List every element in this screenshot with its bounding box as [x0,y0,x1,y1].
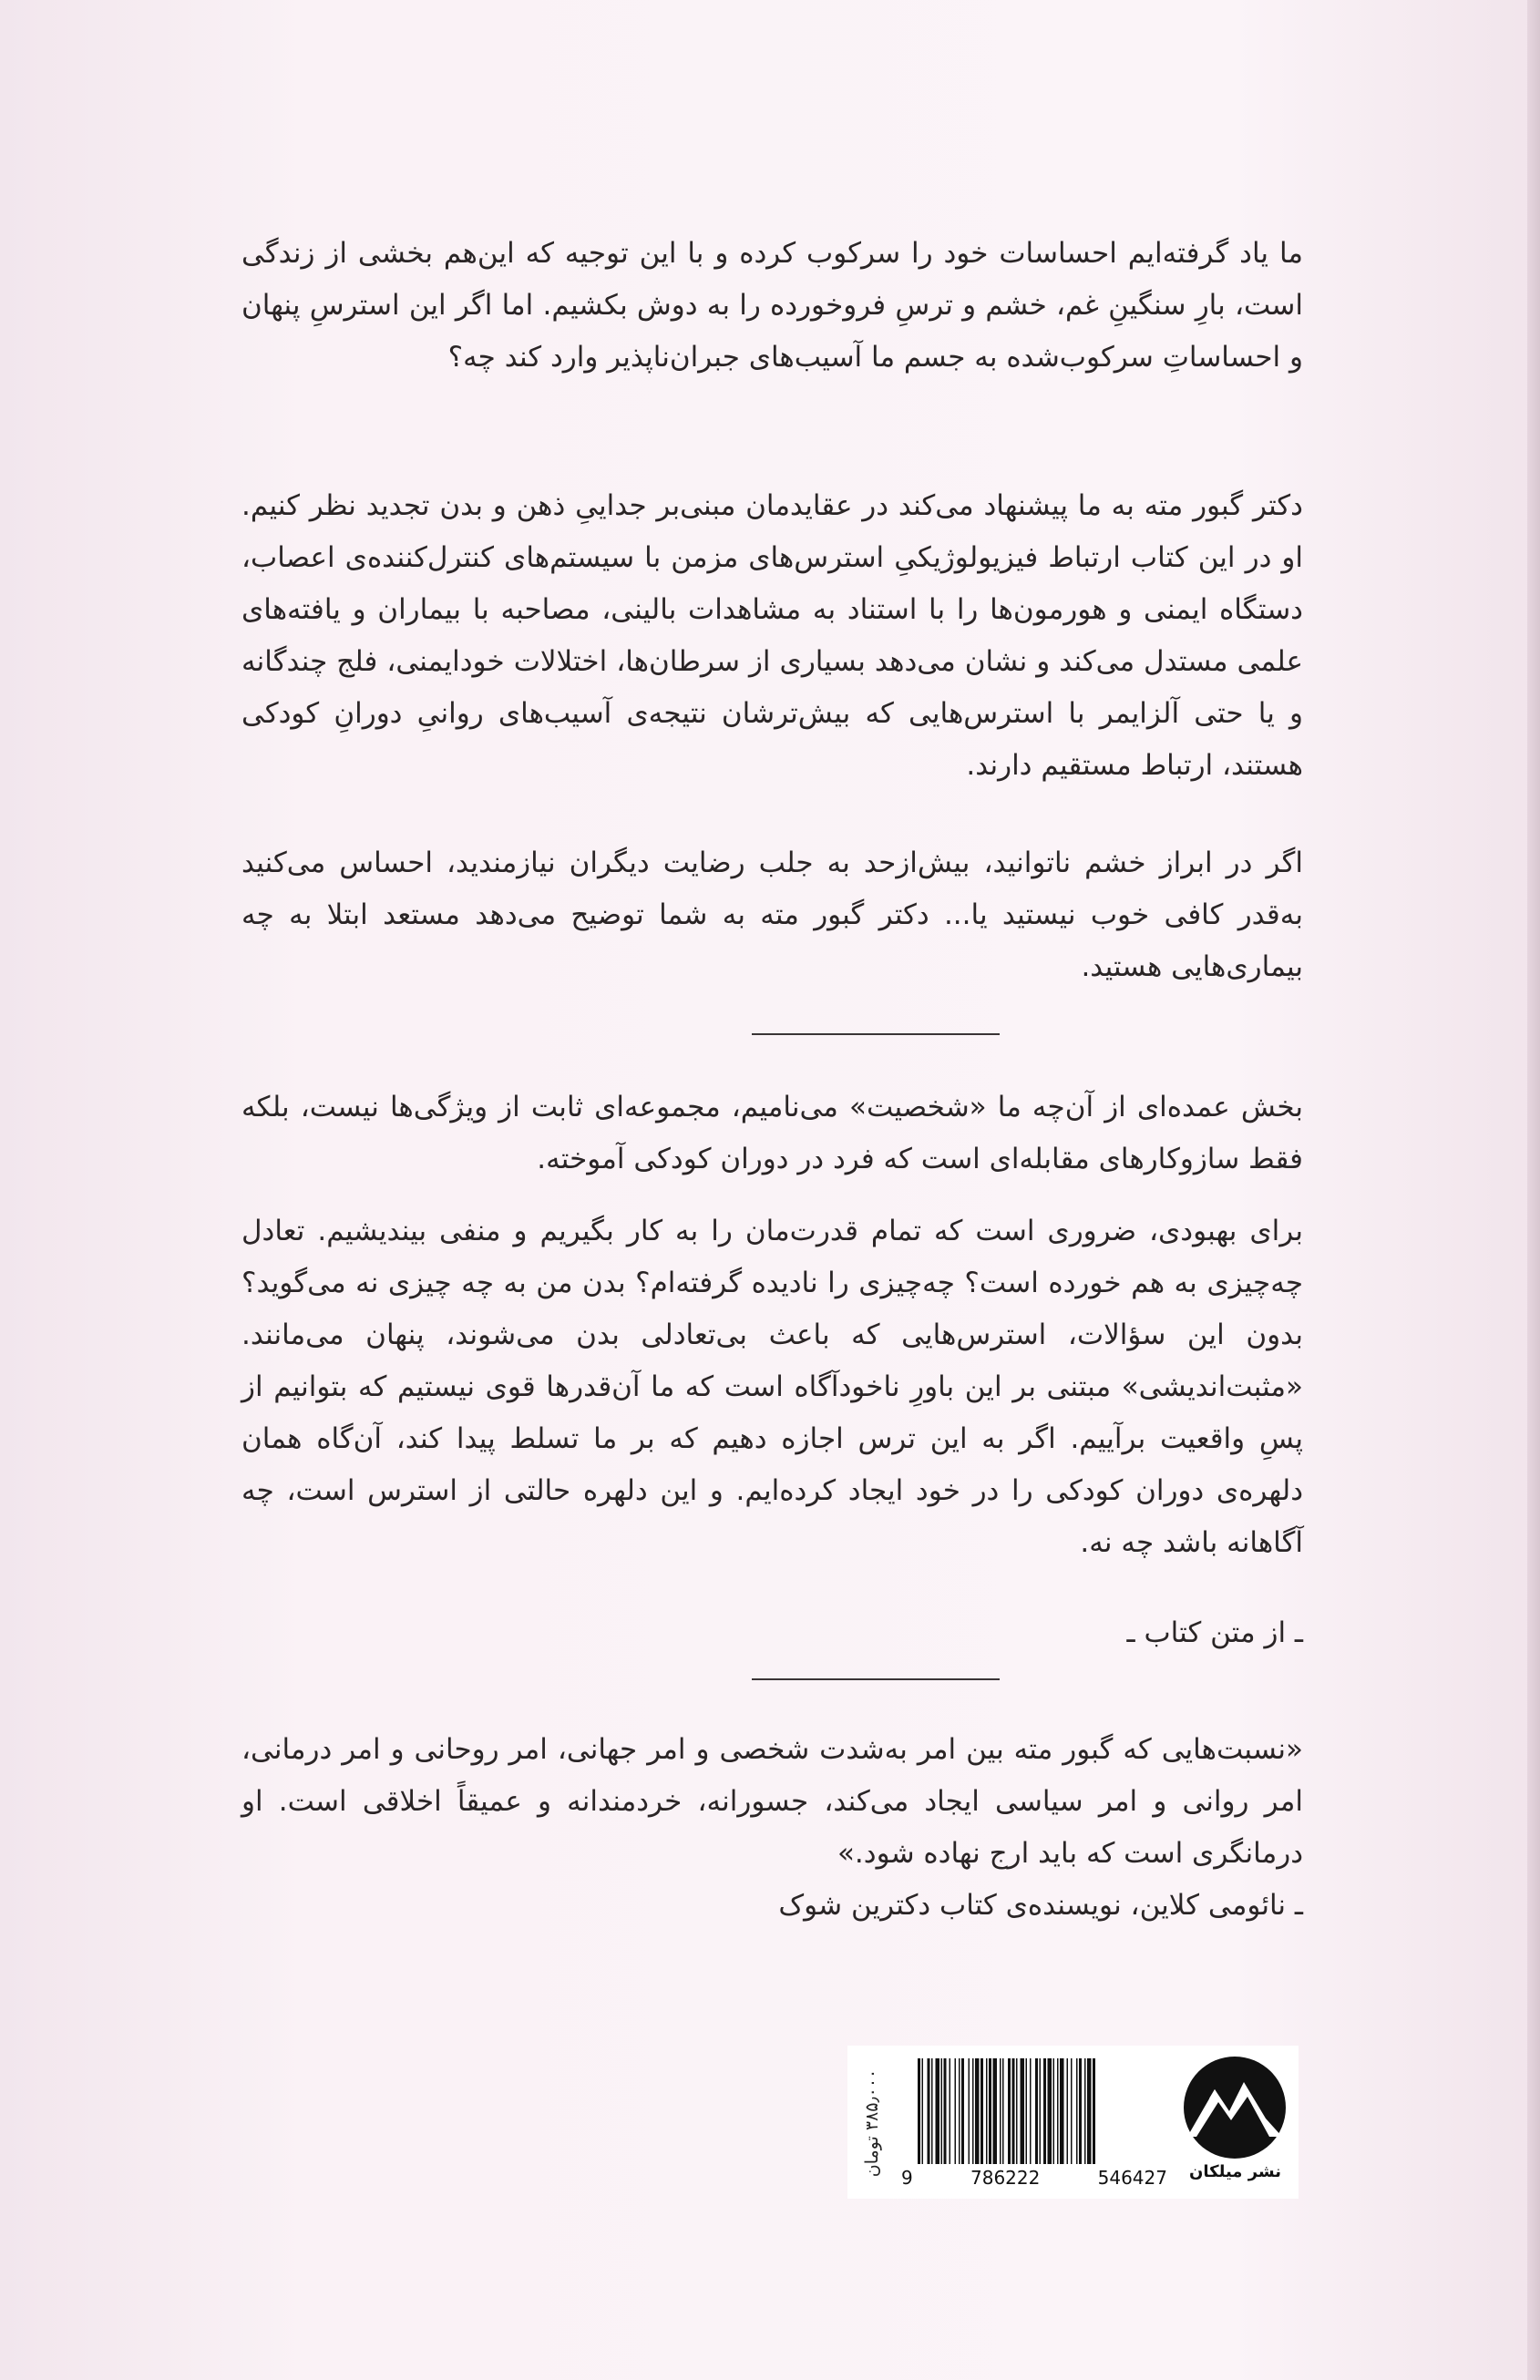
problem-text: اگر در ابراز خشم ناتوانید، بیش‌از‌حد به جلب رضایت دیگران نیازمندید، احساس می‌کنید به‌قدر کافی خوب نیستید یا... دکتر گبور مته به شما توضیح می‌دهد مستعد ابتلا به چه بیماری‌هایی هستید. [241,846,1303,983]
barcode-bar [989,2058,991,2164]
barcode-bar [936,2058,940,2164]
barcode-bar [1040,2058,1042,2164]
barcode-bar [950,2058,951,2164]
description-paragraph [241,480,1303,792]
excerpt-text-1: بخش عمده‌ای از آن‌چه ما «شخصیت» می‌نامیم، مجموعه‌ای ثابت از ویژگی‌ها نیست، بلکه فقط سازوکارهای مقابله‌ای است که فرد در دوران کودکی آموخته. [241,1091,1303,1175]
barcode-bar [1053,2058,1055,2164]
barcode-bar [1087,2058,1092,2164]
barcode-bar [959,2058,960,2164]
excerpt-text-2: برای بهبودی، ضروری است که تمام قدرت‌مان را به کار بگیریم و منفی بیندیشیم. تعادل چه‌چیزی به هم خورده است؟ چه‌چیزی را نادیده گرفته‌ام؟ بدن من به چه چیزی نه می‌گوید؟ بدون این سؤالات، استرس‌هایی که باعث بی‌تعادلی بدن می‌شوند، پنهان می‌مانند. «مثبت‌اندیشی» مبتنی بر این باورِ ناخودآگاه است که ما آن‌قدرها قوی نیستیم که بتوانیم از پسِ واقعیت برآییم. اگر به این ترس اجازه دهیم که بر ما تسلط پیدا کند، آن‌گاه همان دلهره‌ی دوران کودکی را در خود ایجاد کرده‌ایم. و این دلهره حالتی از استرس است، چه آگاهانه باشد چه نه. [241,1215,1303,1559]
barcode-bar [1060,2058,1064,2164]
barcode-bar [941,2058,943,2164]
publisher-name: نشر میلکان [1189,2162,1281,2181]
barcode-bar [1008,2058,1011,2164]
barcode-bar [1026,2058,1028,2164]
price-label [857,2055,888,2191]
barcode-bar [1067,2058,1069,2164]
isbn-group-1: 786222 [967,2167,1043,2189]
isbn-group-2: 546427 [1094,2167,1171,2189]
barcode-bar [1071,2058,1073,2164]
problem-paragraph [241,837,1303,993]
barcode-bar [1002,2058,1004,2164]
intro-paragraph [241,228,1303,384]
barcode-bar [1093,2058,1095,2164]
barcode-bars [898,2055,1171,2168]
barcode-bar [931,2058,933,2164]
price-text: ۳۸۵٫۰۰۰ تومان [862,2068,882,2178]
barcode-bar [1076,2058,1078,2164]
publisher-logo [1178,2055,1292,2191]
excerpt-quote-2 [241,1205,1303,1569]
barcode-bar [1084,2058,1086,2164]
barcode-bar [1048,2058,1052,2164]
review-attribution-text: ـ نائومی کلاین، نویسنده‌ی کتاب دکترین شوک [778,1889,1303,1922]
description-text: دکتر گبور مته به ما پیشنهاد می‌کند در عقایدمان مبنی‌بر جداییِ ذهن و بدن تجدید نظر کنیم. او در این کتاب ارتباط فیزیولوژیکیِ استرس‌های مزمن با سیستم‌های کنترل‌کننده‌ی اعصاب، دستگاه ایمنی و هورمون‌ها را با استناد به مشاهدات بالینی، مصاحبه با بیماران و یافته‌های علمی مستدل می‌کند و نشان می‌دهد بسیاری از سرطان‌ها، اختلالات خودایمنی، فلج چندگانه و یا حتی آلزایمر با استرس‌هایی که بیش‌ترشان نتیجه‌ی آسیب‌های روانیِ دورانِ کودکی هستند، ارتباط مستقیم دارند. [241,489,1303,782]
barcode-bar [986,2058,988,2164]
barcode-bar [972,2058,974,2164]
excerpt-attribution-text: ـ از متن کتاب ـ [1126,1616,1303,1649]
barcode-bar [993,2058,998,2164]
barcode-bar [1043,2058,1046,2164]
barcode-bar [1016,2058,1018,2164]
barcode-bar [918,2058,920,2164]
barcode-bar [928,2058,930,2164]
barcode-bar [975,2058,980,2164]
barcode-bar [1057,2058,1059,2164]
barcode-bar [955,2058,957,2164]
barcode-bar [1000,2058,1001,2164]
barcode-bar [961,2058,964,2164]
barcode-bar [1012,2058,1015,2164]
barcode-bar [1079,2058,1082,2164]
barcode-bar [969,2058,970,2164]
divider-line [752,1033,1000,1035]
review-attribution [241,1880,1303,1932]
review-quote [241,1724,1303,1880]
barcode-bar [980,2058,983,2164]
intro-text: ما یاد گرفته‌ایم احساسات خود را سرکوب کرده و با این توجیه که این‌هم بخشی از زندگی است، بارِ سنگینِ غم، خشم و ترسِ فروخورده را به دوش بکشیم. اما اگر این استرسِ پنهان و احساساتِ سرکوب‌شده به جسم ما آسیب‌های جبران‌ناپذیر وارد کند چه؟ [241,237,1303,374]
barcode-bar [944,2058,947,2164]
mountains-icon [1178,2055,1292,2164]
isbn-prefix: 9 [898,2167,917,2189]
barcode-bar [1021,2058,1025,2164]
isbn-number [898,2165,1171,2190]
barcode-bar [1035,2058,1038,2164]
review-text: «نسبت‌هایی که گبور مته بین امر به‌شدت شخصی و امر جهانی، امر روحانی و امر درمانی، امر روانی و امر سیاسی ایجاد می‌کند، جسورانه، خردمندانه و عمیقاً اخلاقی است. او درمانگری است که باید ارج نهاده شود.» [241,1733,1303,1870]
excerpt-attribution [241,1607,1303,1659]
excerpt-quote-1 [241,1082,1303,1185]
divider-line [752,1678,1000,1680]
barcode-bar [1030,2058,1032,2164]
barcode-bar [922,2058,924,2164]
